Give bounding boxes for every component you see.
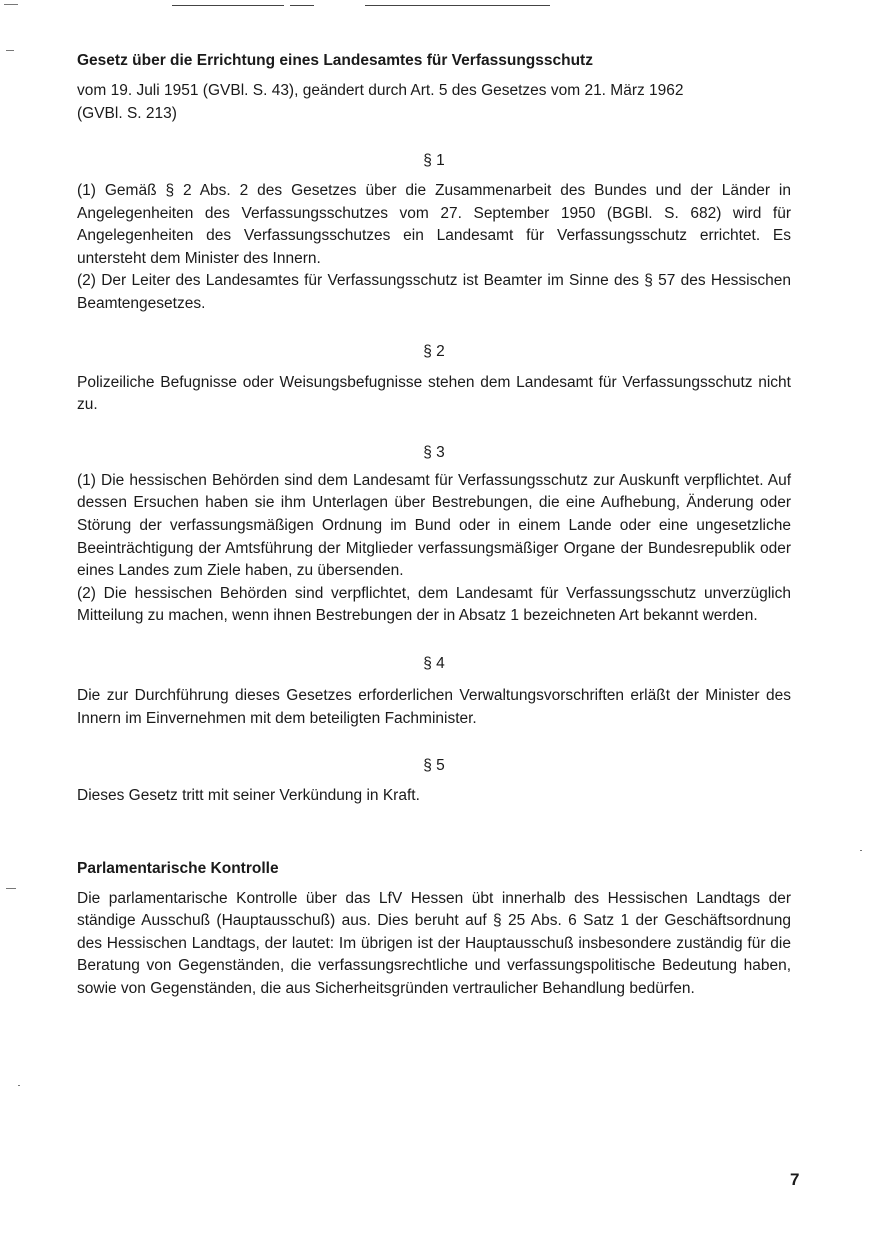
section-4-paragraph-1: Die zur Durchführung dieses Gesetzes erforderlichen Verwaltungsvorschriften erläßt der Minister des Innern im Einvernehmen mit dem beteiligten Fachminister. [77, 686, 791, 727]
page-number: 7 [790, 1170, 800, 1189]
section-2-paragraph-1: Polizeiliche Befugnisse oder Weisungsbefugnisse stehen dem Landesamt für Verfassungsschutz nicht zu. [77, 373, 791, 414]
scan-speck [18, 1085, 20, 1086]
scan-speck [6, 888, 16, 889]
section-mark-1: § 1 [423, 152, 445, 169]
control-title: Parlamentarische Kontrolle [77, 859, 279, 877]
scan-speck [860, 850, 862, 851]
section-5-paragraph-1: Dieses Gesetz tritt mit seiner Verkündung in Kraft. [77, 787, 420, 805]
law-dates-line-2: (GVBl. S. 213) [77, 104, 177, 122]
section-3-paragraph-1: (1) Die hessischen Behörden sind dem Landesamt für Verfassungsschutz zur Auskunft verpflichtet. Auf dessen Ersuchen haben sie ihm Unterlagen über Bestrebungen, die eine Aufhebung, Änderung oder Störung der verfassungsmäßigen Ordnung im Bund oder in einem Lande oder eine ungesetzliche Beeinträchtigung der Amtsführung der Mitglieder verfassungsmäßiger Organe der Bundesrepublik oder eines Landes zum Ziele haben, zu übersenden. [77, 471, 791, 580]
section-3-paragraph-2: (2) Die hessischen Behörden sind verpflichtet, dem Landesamt für Verfassungsschutz unverzüglich Mitteilung zu machen, wenn ihnen Bestrebungen der in Absatz 1 bezeichneten Art bekannt werden. [77, 584, 791, 625]
section-mark-5: § 5 [423, 757, 445, 775]
scan-line [172, 5, 284, 6]
control-text: Die parlamentarische Kontrolle über das LfV Hessen übt innerhalb des Hessischen Landtags der ständige Ausschuß (Hauptausschuß) aus. Dies beruht auf § 25 Abs. 6 Satz 1 der Geschäftsordnung des Hessischen Landtags, der lautet: Im übrigen ist der Hauptausschuß insbesondere zuständig für die Beratung von Gegenständen, die verfassungsrechtliche und verfassungspolitische Bedeutung haben, sowie von Gegenständen, die aus Sicherheitsgründen vertraulicher Behandlung bedürfen. [77, 889, 791, 998]
law-title: Gesetz über die Errichtung eines Landesamtes für Verfassungsschutz [77, 52, 593, 69]
scan-line [365, 5, 550, 6]
section-1-paragraph-1: (1) Gemäß § 2 Abs. 2 des Gesetzes über die Zusammenarbeit des Bundes und der Länder in Angelegenheiten des Verfassungsschutzes vom 27. September 1950 (BGBl. S. 682) wird für Angelegenheiten des Verfassungsschutzes ein Landesamt für Verfassungsschutz errichtet. Es untersteht dem Minister des Innern. [77, 182, 791, 267]
law-dates-line-1: vom 19. Juli 1951 (GVBl. S. 43), geändert durch Art. 5 des Gesetzes vom 21. März 1962 [77, 82, 684, 99]
document-page [77, 50, 791, 1001]
scan-speck [4, 4, 18, 5]
section-1-paragraph-2: (2) Der Leiter des Landesamtes für Verfassungsschutz ist Beamter im Sinne des § 57 des Hessischen Beamtengesetzes. [77, 272, 791, 312]
section-mark-2: § 2 [423, 342, 445, 360]
scan-speck [6, 50, 14, 51]
scan-line [290, 5, 314, 6]
section-mark-4: § 4 [423, 654, 445, 672]
section-mark-3: § 3 [423, 443, 445, 461]
